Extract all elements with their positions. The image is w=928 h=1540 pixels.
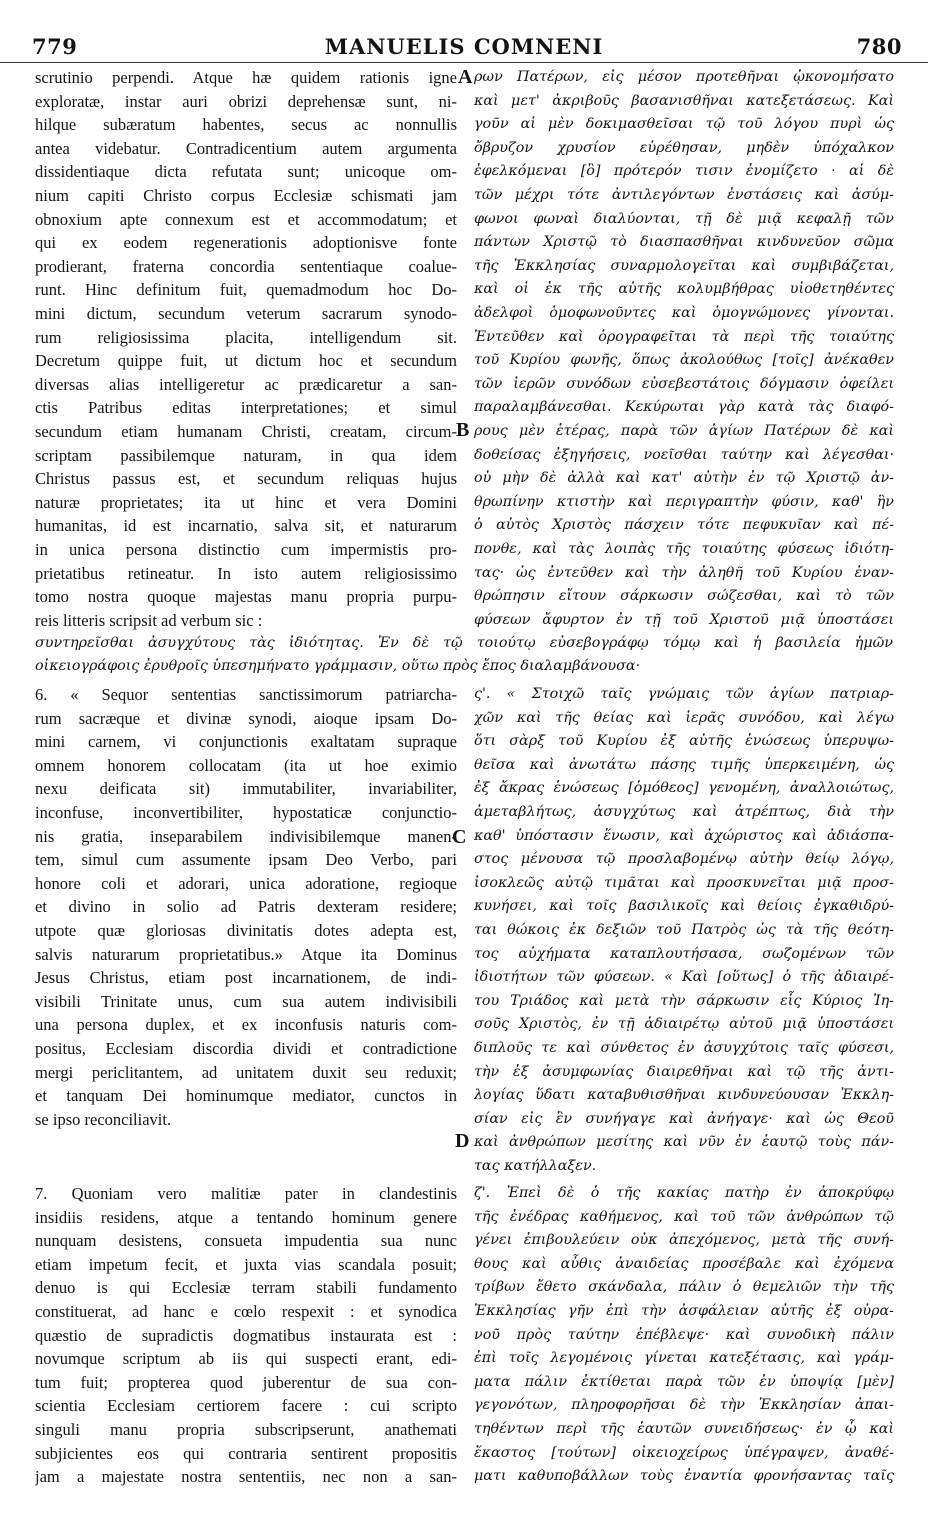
greek-line: ἀμεταβλήτως, ἀσυγχύτως καὶ ἀτρέπτως, διὰ τὴν bbox=[474, 804, 894, 820]
latin-line: etiam impetum fecit, et juxta vias scandala posuit; bbox=[35, 1254, 457, 1274]
page-header bbox=[0, 34, 928, 63]
greek-line: ἐξ ἄκρας ἑνώσεως [ὁμόθεος] γενομένη, ἀναλλοιώτως, bbox=[474, 780, 894, 797]
latin-line: mini dictum, secundum veterum sacrarum synodo- bbox=[35, 304, 457, 323]
latin-line: secundum etiam humanam Christi, creatam, circum- bbox=[35, 422, 457, 441]
latin-line: runt. Hinc definitum fuit, quemadmodum hoc Do- bbox=[35, 280, 457, 300]
greek-line: Ἐντεῦθεν καὶ ὁρογραφεῖται τὰ περὶ τῆς τοιαύτης bbox=[474, 328, 894, 345]
greek-line: ἰδιοτήτων τῶν φύσεων. « Καὶ [οὕτως] ὁ τῆς ἀδιαιρέ- bbox=[474, 969, 894, 986]
greek-line: θρώπησιν εἴτουν σάρκωσιν σώζεσθαι, καὶ τὸ τῶν bbox=[474, 588, 894, 605]
greek-line: τῶν ἱερῶν συνόδων εὐσεβεστάτοις δόγμασιν ὀφείλει bbox=[474, 375, 894, 392]
greek-line: τῆς Ἐκκλησίας συναρμολογεῖται καὶ συμβιβάζεται, bbox=[474, 257, 894, 274]
latin-line: tum fuit; propterea quod juberentur de sua con- bbox=[35, 1372, 457, 1392]
greek-line: καὶ οἱ ἐκ τῆς αὐτῆς κολυμβήθρας υἱοθετηθέντες bbox=[474, 281, 894, 298]
latin-line: nis gratia, inseparabilem indivisibilemque manen- bbox=[35, 826, 457, 846]
greek-line: τηθέντων περὶ τῆς ἑαυτῶν συνειδήσεως· ἐν ᾧ καὶ bbox=[474, 1421, 894, 1437]
greek-line: ματα πάλιν ἐκτίθεται παρὰ τῶν ἐν ὑποψίᾳ [μὲν] bbox=[474, 1373, 894, 1390]
latin-line: Jesus Christus, etiam post incarnationem, de indi- bbox=[35, 968, 457, 988]
greek-line: ὅτι σὰρξ τοῦ Κυρίου ἐξ αὐτῆς ἑνώσεως ὑπερυψω- bbox=[474, 733, 894, 750]
latin-line: qui ex eodem regenerationis adoptionisve fonte bbox=[35, 233, 457, 253]
latin-line: tomo nostra quoque majestas manu propria purpu- bbox=[35, 587, 457, 607]
page-number-right: 780 bbox=[856, 34, 902, 59]
latin-line: rum sacræque et divinæ synodi, aioque ipsam Do- bbox=[35, 708, 457, 728]
latin-line: scriptam passibilemque naturam, in qua idem bbox=[35, 445, 457, 465]
latin-line: et divino in solio ad Patris dexteram residere; bbox=[35, 897, 457, 917]
greek-line: ὁ αὐτὸς Χριστὸς πάσχειν τότε πεφυκυῖαν καὶ πέ- bbox=[474, 517, 894, 534]
greek-full-line: συντηρεῖσθαι ἀσυγχύτους τὰς ἰδιότητας. Ἐν δὲ τῷ τοιούτῳ εὐσεβογράφῳ τόμῳ καὶ ἡ βασιλεία ἡμῶν bbox=[35, 635, 893, 651]
latin-line: salvis naturarum proprietatibus.» Atque ita Dominus bbox=[35, 944, 457, 964]
section-marker: B bbox=[456, 419, 470, 441]
latin-line: denuo is qui Ecclesiæ terram stabili fundamento bbox=[35, 1278, 457, 1298]
greek-line: λογίας ὕδατι καταβυθισθῆναι κινδυνεύουσαν Ἐκκλη- bbox=[474, 1087, 894, 1104]
greek-line: τῶν μέχρι τότε ἀντιλεγόντων ἐνστάσεις καὶ ἀσύμ- bbox=[474, 187, 894, 203]
latin-line: nunquam desistens, consueta impudentia sua nunc bbox=[35, 1231, 457, 1251]
greek-line: γένει ἐπιβουλεύειν οὐκ ἀπεχόμενος, μετὰ τῆς συνή- bbox=[474, 1232, 894, 1249]
greek-line: τοῦ Κυρίου φωνῆς, ὅπως ἀκολούθως [τοῖς] ἀνέκαθεν bbox=[474, 352, 894, 369]
latin-line: in unica persona distinctio cum impermistis pro- bbox=[35, 540, 457, 559]
latin-line: constituerat, ad hanc e cœlo respexit : et synodica bbox=[35, 1302, 457, 1321]
latin-line: positus, Ecclesiam discordia dividi et contradictione bbox=[35, 1039, 457, 1058]
greek-line: ται θώκοις ἐκ δεξιῶν τοῦ Πατρὸς ὡς τὰ τῆς θεότη- bbox=[474, 922, 894, 938]
greek-line: τῆς ἐνέδρας καθήμενος, καὶ τοῦ τῶν ἀνθρώπων τῷ bbox=[474, 1208, 894, 1225]
latin-line: tem, simul cum assumente ipsam Deo Verbo, pari bbox=[35, 850, 457, 870]
latin-line: 7. Quoniam vero malitiæ pater in clandestinis bbox=[35, 1184, 457, 1203]
greek-line: καὶ ἀνθρώπων μεσίτης καὶ νῦν ἐν ἑαυτῷ τοὺς πάν- bbox=[474, 1134, 894, 1151]
latin-line: prietatibus retineatur. In isto autem religiosissimo bbox=[35, 563, 457, 583]
greek-line: πονθε, καὶ τὰς λοιπὰς τῆς τοιαύτης φύσεως ἰδιότη- bbox=[474, 541, 894, 557]
latin-line: et tanquam Dei hominumque mediator, cunctos in bbox=[35, 1086, 457, 1106]
latin-line: scientia Ecclesiam certiorem facere : cui scripto bbox=[35, 1396, 457, 1416]
latin-line: prodierant, fraterna concordia sententiaque coalue- bbox=[35, 256, 457, 276]
greek-line: ματι καθυποβάλλων τοὺς ἐναντία φρονήσαντας ταῖς bbox=[474, 1468, 894, 1485]
greek-line: δοθείσας ἐξηγήσεις, νοεῖσθαι ταύτην καὶ λέγεσθαι· bbox=[474, 446, 894, 463]
running-title: MANUELIS COMNENI bbox=[324, 34, 604, 59]
greek-line: ἀδελφοὶ ὁμοφωνοῦντες καὶ ὁμογνώμονες γίνονται. bbox=[474, 305, 894, 321]
greek-line: τος αὐχήματα καταπλουτήσασα, σωζομένων τῶν bbox=[474, 945, 894, 962]
greek-line: γοῦν αἱ μὲν δοκιμασθεῖσαι τῷ τοῦ λόγου πυρὶ ὡς bbox=[474, 116, 894, 133]
latin-line: mergi periclitantem, ad unitatem duxit seu reduxit; bbox=[35, 1062, 457, 1082]
greek-line: θρωπίνην κτιστὴν καὶ περιγραπτὴν φύσιν, καθ' ἣν bbox=[474, 493, 894, 510]
greek-line: ἐπὶ τοῖς λεγομένοις γίνεται κατεξέτασις, καὶ γράμ- bbox=[474, 1350, 894, 1367]
latin-line: dissidentiaque dicta refutata sunt; unicoque om- bbox=[35, 162, 457, 182]
latin-line: antea videbatur. Contradicentium autem argumenta bbox=[35, 138, 457, 158]
greek-line: παραλαμβάνεσθαι. Κεκύρωται γὰρ κατὰ τὰς διαφό- bbox=[474, 399, 894, 416]
greek-line: διπλοῦς τε καὶ σύνθετος ἐν ἀσυγχύτοις ταῖς φύσεσι, bbox=[474, 1040, 894, 1056]
latin-line: diversas alias intelligeretur ac prædicaretur a san- bbox=[35, 374, 457, 394]
latin-line: novumque scriptum ab iis qui suspecti erant, edi- bbox=[35, 1349, 457, 1369]
latin-line: Decretum quippe fuit, ut dictum hoc et secundum bbox=[35, 351, 457, 371]
greek-line: θεῖσα καὶ ἀνωτάτω πάσης τιμῆς ὑπερκειμένη, ὡς bbox=[474, 756, 894, 773]
latin-line: honore coli et adorari, unica adoratione, regioque bbox=[35, 873, 457, 893]
latin-line: humanitas, id est incarnatio, salva sit, et naturarum bbox=[35, 516, 457, 536]
latin-line: naturæ proprietates; ita ut hinc et vera Domini bbox=[35, 492, 457, 512]
greek-line: ὄβρυζον χρυσίον εὑρέθησαν, μηδὲν ὑπόχαλκον bbox=[474, 139, 894, 156]
greek-line: ἐφελκόμεναι [ὃ] πρότερόν τισιν ἐνομίζετο · αἱ δὲ bbox=[474, 163, 894, 180]
latin-line: exploratæ, instar auri obrizi deprehensæ sunt, ni- bbox=[35, 91, 457, 111]
latin-line: ctis Patribus editas interpretationes; et simul bbox=[35, 398, 457, 418]
greek-line: νοῦ πρὸς ταύτην ἐπέβλεψε· καὶ συνοδικὴ πάλιν bbox=[474, 1326, 894, 1343]
greek-line: τας κατήλλαξεν. bbox=[474, 1158, 597, 1174]
latin-line: visibili Trinitate unus, cum sua autem indivisibili bbox=[35, 991, 457, 1011]
latin-line: subjicientes eos qui contraria sentirent propositis bbox=[35, 1443, 457, 1463]
greek-line: τας· ὡς ἐντεῦθεν καὶ τὴν ἀληθῆ τοῦ Κυρίου ἐναν- bbox=[474, 564, 894, 581]
greek-line: σίαν εἰς ἓν συνήγαγε καὶ ἀνήγαγε· καὶ ὡς Θεοῦ bbox=[474, 1110, 894, 1127]
latin-line: obnoxium apte connexum est et accommodatum; et bbox=[35, 209, 457, 229]
greek-line: φωνοι φωναὶ διαλύονται, τῇ δὲ μιᾷ κεφαλῇ τῶν bbox=[474, 210, 894, 227]
greek-line: Ἐκκλησίας γῆν ἐπὶ τὴν ἀσφάλειαν αὐτῆς ἐξ οὐρα- bbox=[474, 1303, 894, 1319]
latin-line: una persona duplex, et ex inconfusis naturis com- bbox=[35, 1015, 457, 1035]
greek-line: καὶ μετ' ἀκριβοῦς βασανισθῆναι κατεξετάσεως. Καὶ bbox=[474, 92, 894, 109]
latin-line: inconfuse, inconvertibiliter, hypostaticæ conjunctio- bbox=[35, 803, 457, 822]
greek-line: ρους μὲν ἑτέρας, παρὰ τῶν ἁγίων Πατέρων δὲ καὶ bbox=[474, 423, 894, 439]
latin-line: Christus passus est, et secundum reliquas hujus bbox=[35, 469, 457, 489]
latin-line: mini carnem, vi conjunctionis exaltatam supraque bbox=[35, 732, 457, 752]
latin-line: jam a majestate nostra sententiis, nec non a san- bbox=[35, 1467, 457, 1487]
greek-line: κυνήσει, καὶ τοῖς βασιλικοῖς καὶ θείοις ἐγκαθιδρύ- bbox=[474, 898, 894, 915]
latin-line: scrutinio perpendi. Atque hæ quidem rationis igne bbox=[35, 68, 457, 87]
greek-line: ρων Πατέρων, εἰς μέσον προτεθῆναι ᾠκονομήσατο bbox=[474, 69, 894, 85]
latin-line: singuli manu propria subscripserunt, anathemati bbox=[35, 1420, 457, 1439]
latin-line: omnem honorem collocatam (ita ut hoe eximio bbox=[35, 755, 457, 775]
latin-line: nexu deificata sit) immutabiliter, invariabiliter, bbox=[35, 779, 457, 799]
latin-line: reis litteris scripsit ad verbum sic : bbox=[35, 610, 263, 630]
greek-line: ἕκαστος [τούτων] οἰκειοχείρως ὑπέγραψεν, ἀναθέ- bbox=[474, 1444, 894, 1461]
greek-line: οὐ μὴν δὲ ἀλλὰ καὶ κατ' αὐτὴν ἐν τῷ Χριστῷ ἀν- bbox=[474, 470, 894, 487]
latin-line: nium capiti Christo corpus Ecclesiæ schismati jam bbox=[35, 186, 457, 205]
latin-line: utpote quæ gloriosas divinitatis dotes adepta est, bbox=[35, 921, 457, 940]
latin-line: hilque subæratum habentes, secus ac nonnullis bbox=[35, 115, 457, 135]
greek-line: του Τριάδος καὶ μετὰ τὴν σάρκωσιν εἷς Κύριος Ἰη- bbox=[474, 992, 894, 1009]
section-marker: C bbox=[452, 826, 467, 848]
section-marker: A bbox=[458, 66, 473, 88]
greek-line: στος μένουσα τῷ προσλαβομένῳ αὐτὴν θείῳ λόγῳ, bbox=[474, 851, 894, 868]
latin-line: rum religiosissima placita, intelligendum sit. bbox=[35, 327, 457, 347]
greek-line: τὴν ἐξ ἀσυμφωνίας διαιρεθῆναι καὶ τῷ τῆς ἀντι- bbox=[474, 1063, 894, 1080]
greek-line: καθ' ὑπόστασιν ἕνωσιν, καὶ ἀχώριστος καὶ ἀδιάσπα- bbox=[474, 827, 894, 844]
latin-line: insidiis residens, atque a tentando hominum genere bbox=[35, 1207, 457, 1227]
greek-line: ἰσοκλεῶς αὐτῷ τιμᾶται καὶ προσκυνεῖται μιᾷ προσ- bbox=[474, 874, 894, 891]
greek-line: πάντων Χριστῷ τὸ διασπασθῆναι κινδυνεῦον σῶμα bbox=[474, 234, 894, 251]
page-number-left: 779 bbox=[32, 34, 78, 59]
greek-line: φύσεων ἄφυρτον ἐν τῇ τοῦ Χριστοῦ μιᾷ ὑποστάσει bbox=[474, 611, 894, 628]
greek-line: θους καὶ αὖθις ἀναιδείας προσέβαλε καὶ ἐχόμενα bbox=[474, 1255, 894, 1272]
greek-line: ζ'. Ἐπεὶ δὲ ὁ τῆς κακίας πατὴρ ἐν ἀποκρύφῳ bbox=[474, 1185, 894, 1201]
latin-line: quæstio de supradictis dogmatibus instaurata est : bbox=[35, 1325, 457, 1345]
greek-full-line: οἰκειογράφοις ἐρυθροῖς ὑπεσημήνατο γράμμασιν, οὕτω πρὸς ἔπος διαλαμβάνουσα· bbox=[35, 658, 641, 674]
greek-line: γεγονότων, πληροφορῆσαι δὲ τὴν Ἐκκλησίαν ἀπαι- bbox=[474, 1397, 894, 1414]
greek-line: ς'. « Στοιχῶ ταῖς γνώμαις τῶν ἁγίων πατριαρ- bbox=[474, 686, 894, 702]
greek-line: σοῦς Χριστὸς, ἐν τῇ ἀδιαιρέτῳ αὐτοῦ μιᾷ ὑποστάσει bbox=[474, 1016, 894, 1033]
latin-line: 6. « Sequor sententias sanctissimorum patriarcha- bbox=[35, 685, 457, 704]
greek-line: χῶν καὶ τῆς θείας καὶ ἱερᾶς συνόδου, καὶ λέγω bbox=[474, 709, 894, 726]
section-marker: D bbox=[455, 1130, 470, 1152]
latin-line: se ipso reconciliavit. bbox=[35, 1109, 172, 1129]
greek-line: τρίβων ἔθετο σκάνδαλα, πάλιν ὁ θεμελιῶν τὴν τῆς bbox=[474, 1279, 894, 1296]
